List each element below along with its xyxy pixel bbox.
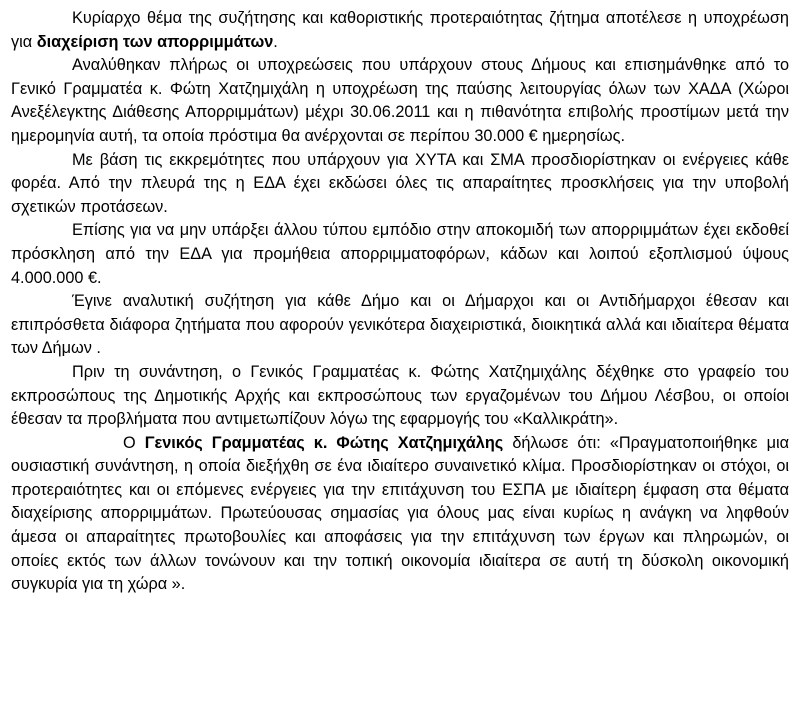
paragraph-pending-issues: Με βάση τις εκκρεμότητες που υπάρχουν για ΧΥΤΑ και ΣΜΑ προσδιορίστηκαν οι ενέργειες κάθε φορέα. Από την πλευρά της η ΕΔΑ έχει εκδώσει όλες τις απαραίτητες προσκλήσεις για την υποβολή σχετικών προτάσεων. [11,150,789,216]
paragraph-text: δήλωσε ότι: «Πραγματοποιήθηκε μια ουσιαστική συνάντηση, η οποία διεξήχθη σε ένα ιδιαίτερο συναινετικό κλίμα. Προσδιορίστηκαν οι στόχοι, οι προτεραιότητες και οι επόμενες ενέργειες για την επιτάχυνση του ΕΣΠΑ με ιδιαίτερη έμφαση στα θέματα διαχείρισης απορριμμάτων. Πρωτεύουσας σημασίας για όλους μας είναι κυρίως η ανάγκη να ληφθούν άμεσα οι απαραίτητες πρωτοβουλίες και αποφάσεις για την επιτάχυνση των έργων και πληρωμών, οι οποίες εκτός των άλλων τονώνουν και την τοπική οικονομία ιδιαίτερα σε αυτή τη δύσκολη οικονομική συγκυρία για τη χώρα ». [11,433,789,594]
paragraph-obligations: Αναλύθηκαν πλήρως οι υποχρεώσεις που υπάρχουν στους Δήμους και επισημάνθηκε από το Γενικό Γραμματέα κ. Φώτη Χατζημιχάλη η υποχρέωση της παύσης λειτουργίας όλων των ΧΑΔΑ (Χώροι Ανεξέλεγκτης Διάθεσης Απορριμμάτων) μέχρι 30.06.2011 και η πιθανότητα επιβολής προστίμων μετά την ημερομηνία αυτή, τα οποία πρόστιμα θα ανέρχονται σε περίπου 30.000 € ημερησίως. [11,56,789,145]
paragraph-text: . [273,32,278,51]
paragraph-meeting: Πριν τη συνάντηση, ο Γενικός Γραμματέας κ. Φώτης Χατζημιχάλης δέχθηκε στο γραφείο του εκπροσώπους της Δημοτικής Αρχής και εκπροσώπους των εργαζομένων του Δήμου Λέσβου, οι οποίοι έθεσαν τα προβλήματα που αντιμετωπίζουν λόγω της εφαρμογής του «Καλλικράτη». [11,362,789,429]
paragraph-text: Κυρίαρχο θέμα της συζήτησης και καθοριστικής προτεραιότητας ζήτημα αποτέλεσε η υποχρέωση για [11,9,789,51]
paragraph-procurement: Επίσης για να μην υπάρξει άλλου τύπου εμπόδιο στην αποκομιδή των απορριμμάτων έχει εκδοθεί πρόσκληση από την ΕΔΑ για προμήθεια απορριμματοφόρων, κάδων και λοιπού εξοπλισμού ύψους 4.000.000 €. [11,221,789,287]
paragraph-discussion: Έγινε αναλυτική συζήτηση για κάθε Δήμο και οι Δήμαρχοι και οι Αντιδήμαρχοι έθεσαν και επιπρόσθετα διάφορα ζητήματα που αφορούν γενικότερα διαχειριστικά, διοικητικά αλλά και ιδιαίτερα θέματα των Δήμων . [11,292,789,358]
emphasis-waste-management: διαχείριση των απορριμμάτων [36,32,274,51]
paragraph-text: Ο [123,433,145,452]
paragraph-waste-priority [11,7,789,54]
paragraph-statement [11,432,789,597]
emphasis-secretary-general: Γενικός Γραμματέας κ. Φώτης Χατζημιχάλης [144,433,504,452]
